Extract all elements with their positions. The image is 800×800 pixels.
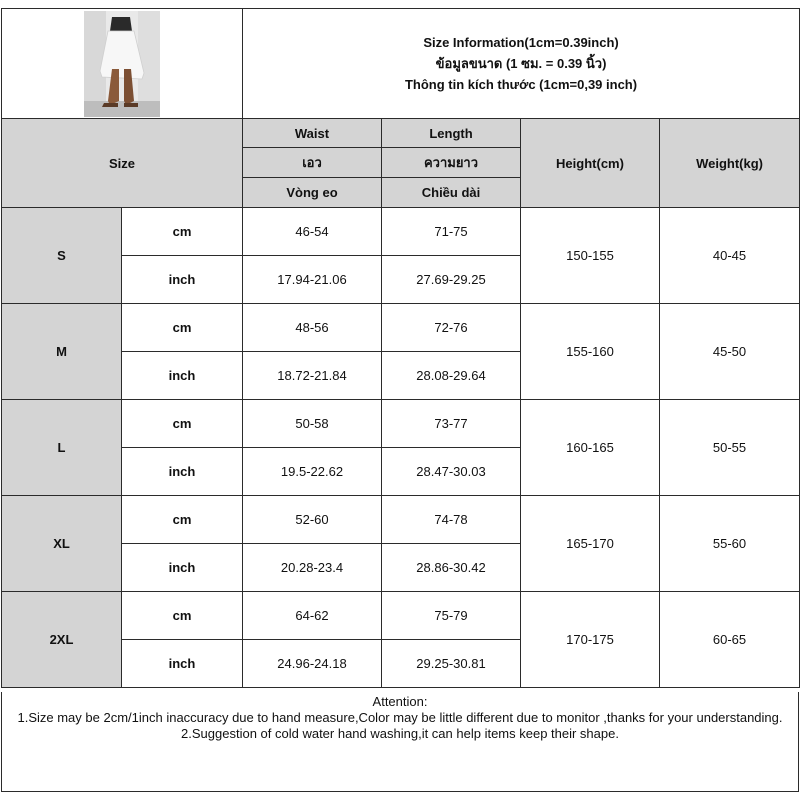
waist-inch-value: 24.96-24.18 (243, 640, 382, 688)
length-inch-value: 27.69-29.25 (382, 256, 521, 304)
length-inch-value: 29.25-30.81 (382, 640, 521, 688)
unit-label-cm: cm (122, 496, 243, 544)
size-label: S (2, 208, 122, 304)
unit-label-cm: cm (122, 592, 243, 640)
product-photo (84, 11, 160, 117)
product-photo-image (84, 11, 160, 117)
height-value: 150-155 (521, 208, 660, 304)
length-cm-value: 73-77 (382, 400, 521, 448)
unit-label-cm: cm (122, 400, 243, 448)
waist-cm-value: 48-56 (243, 304, 382, 352)
unit-label-inch: inch (122, 448, 243, 496)
table-row (2, 208, 800, 256)
size-chart-table (1, 8, 800, 688)
attention-line-2: 2.Suggestion of cold water hand washing,it can help items keep their shape. (181, 726, 619, 741)
waist-inch-value: 19.5-22.62 (243, 448, 382, 496)
length-cm-value: 72-76 (382, 304, 521, 352)
waist-inch-value: 18.72-21.84 (243, 352, 382, 400)
length-cm-value: 74-78 (382, 496, 521, 544)
size-label: M (2, 304, 122, 400)
unit-label-cm: cm (122, 208, 243, 256)
unit-label-inch: inch (122, 544, 243, 592)
weight-value: 45-50 (660, 304, 800, 400)
size-label: L (2, 400, 122, 496)
header-row-en (2, 119, 800, 148)
length-cm-value: 75-79 (382, 592, 521, 640)
height-value: 155-160 (521, 304, 660, 400)
height-header: Height(cm) (521, 119, 660, 208)
waist-header-vi: Vòng eo (243, 178, 382, 208)
height-value: 170-175 (521, 592, 660, 688)
waist-cm-value: 50-58 (243, 400, 382, 448)
height-value: 165-170 (521, 496, 660, 592)
length-inch-value: 28.86-30.42 (382, 544, 521, 592)
waist-cm-value: 46-54 (243, 208, 382, 256)
length-header-en: Length (382, 119, 521, 148)
product-photo-cell (2, 9, 243, 119)
weight-value: 40-45 (660, 208, 800, 304)
length-inch-value: 28.47-30.03 (382, 448, 521, 496)
weight-header: Weight(kg) (660, 119, 800, 208)
waist-header-th: เอว (243, 148, 382, 178)
length-cm-value: 71-75 (382, 208, 521, 256)
size-information-title (243, 9, 800, 119)
size-label: 2XL (2, 592, 122, 688)
waist-inch-value: 17.94-21.06 (243, 256, 382, 304)
title-thai: ข้อมูลขนาด (1 ซม. = 0.39 นิ้ว) (435, 56, 607, 71)
weight-value: 60-65 (660, 592, 800, 688)
unit-label-inch: inch (122, 640, 243, 688)
length-inch-value: 28.08-29.64 (382, 352, 521, 400)
unit-label-inch: inch (122, 352, 243, 400)
attention-notes (1, 692, 799, 792)
table-row (2, 592, 800, 640)
size-column-header: Size (2, 119, 243, 208)
waist-inch-value: 20.28-23.4 (243, 544, 382, 592)
title-row (2, 9, 800, 119)
waist-cm-value: 52-60 (243, 496, 382, 544)
unit-label-cm: cm (122, 304, 243, 352)
length-header-th: ความยาว (382, 148, 521, 178)
length-header-vi: Chiều dài (382, 178, 521, 208)
table-row (2, 400, 800, 448)
weight-value: 55-60 (660, 496, 800, 592)
table-row (2, 496, 800, 544)
waist-header-en: Waist (243, 119, 382, 148)
title-english: Size Information(1cm=0.39inch) (423, 35, 619, 50)
weight-value: 50-55 (660, 400, 800, 496)
title-vietnamese: Thông tin kích thước (1cm=0,39 inch) (404, 77, 638, 92)
unit-label-inch: inch (122, 256, 243, 304)
attention-title: Attention: (372, 694, 428, 709)
table-row (2, 304, 800, 352)
attention-line-1: 1.Size may be 2cm/1inch inaccuracy due to hand measure,Color may be little different due to monitor ,thanks for your understanding. (17, 710, 783, 725)
height-value: 160-165 (521, 400, 660, 496)
size-label: XL (2, 496, 122, 592)
waist-cm-value: 64-62 (243, 592, 382, 640)
